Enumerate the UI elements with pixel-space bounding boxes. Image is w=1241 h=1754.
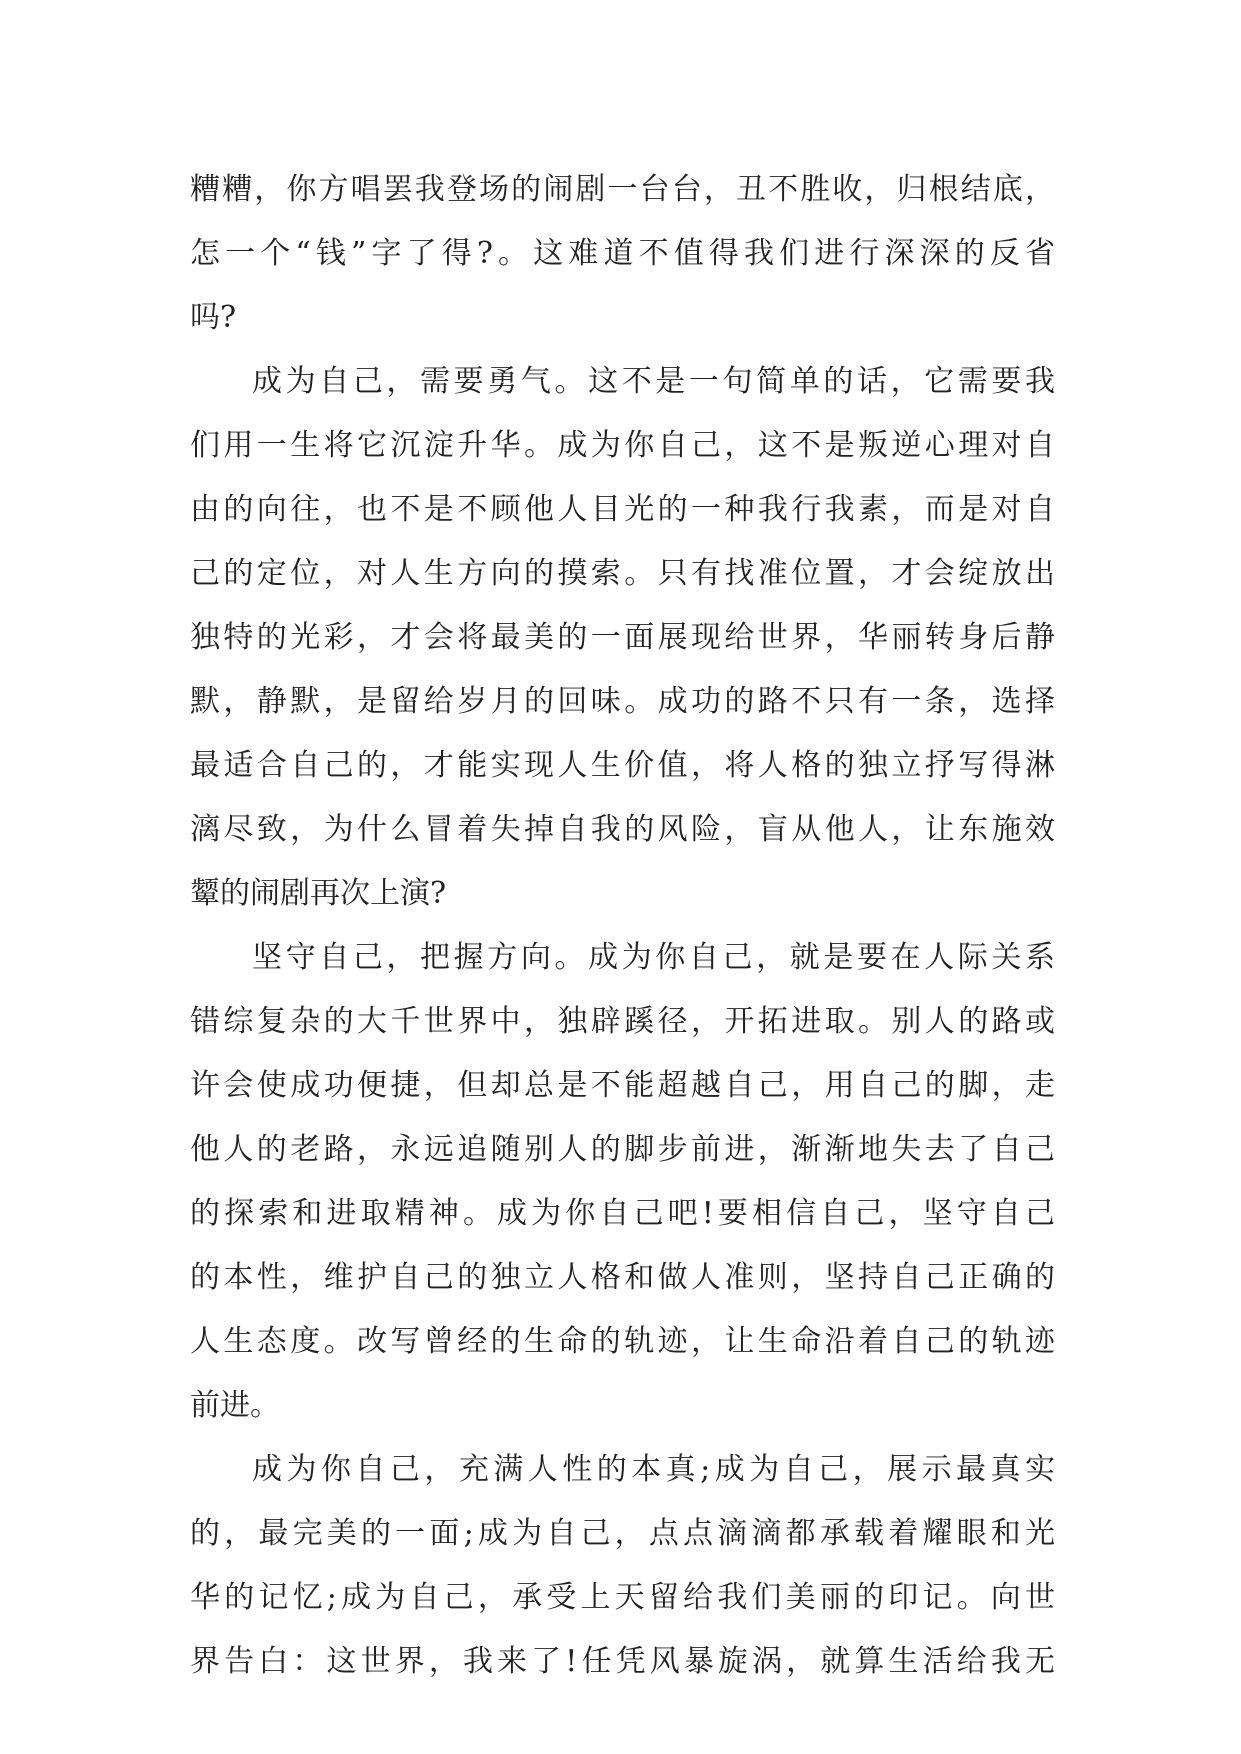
paragraph-first-line: 坚守自己，把握方向。成为你自己，就是要在人际关系	[252, 940, 1055, 975]
text-line: 己的定位，对人生方向的摸索。只有找准位置，才会绽放出	[190, 556, 1055, 591]
text-line: 吗?	[190, 300, 237, 335]
text-line: 独特的光彩，才会将最美的一面展现给世界，华丽转身后静	[190, 620, 1055, 655]
text-line: 颦的闹剧再次上演?	[190, 876, 447, 911]
text-line: 默，静默，是留给岁月的回味。成功的路不只有一条，选择	[190, 684, 1055, 719]
document-body	[190, 158, 1055, 1694]
text-line: 错综复杂的大千世界中，独辟蹊径，开拓进取。别人的路或	[190, 1004, 1055, 1039]
text-line: 界告白：这世界，我来了!任凭风暴旋涡，就算生活给我无	[190, 1644, 1055, 1679]
paragraph-first-line: 成为自己，需要勇气。这不是一句简单的话，它需要我	[252, 364, 1055, 399]
text-line: 人生态度。改写曾经的生命的轨迹，让生命沿着自己的轨迹	[190, 1324, 1055, 1359]
paragraph-first-line: 成为你自己，充满人性的本真;成为自己，展示最真实	[252, 1452, 1055, 1487]
text-line: 的本性，维护自己的独立人格和做人准则，坚持自己正确的	[190, 1260, 1055, 1295]
text-line: 许会使成功便捷，但却总是不能超越自己，用自己的脚，走	[190, 1068, 1055, 1103]
text-line: 漓尽致，为什么冒着失掉自我的风险，盲从他人，让东施效	[190, 812, 1055, 847]
text-line: 的，最完美的一面;成为自己，点点滴滴都承载着耀眼和光	[190, 1516, 1055, 1551]
text-line: 由的向往，也不是不顾他人目光的一种我行我素，而是对自	[190, 492, 1055, 527]
text-line: 们用一生将它沉淀升华。成为你自己，这不是叛逆心理对自	[190, 428, 1055, 463]
text-line: 糟糟，你方唱罢我登场的闹剧一台台，丑不胜收，归根结底，	[190, 172, 1055, 207]
text-line: 华的记忆;成为自己，承受上天留给我们美丽的印记。向世	[190, 1580, 1055, 1615]
text-line: 怎一个“钱”字了得?。这难道不值得我们进行深深的反省	[190, 236, 1055, 271]
text-line: 的探索和进取精神。成为你自己吧!要相信自己，坚守自己	[190, 1196, 1055, 1231]
text-line: 他人的老路，永远追随别人的脚步前进，渐渐地失去了自己	[190, 1132, 1055, 1167]
text-line: 前进。	[190, 1388, 280, 1423]
text-line: 最适合自己的，才能实现人生价值，将人格的独立抒写得淋	[190, 748, 1055, 783]
